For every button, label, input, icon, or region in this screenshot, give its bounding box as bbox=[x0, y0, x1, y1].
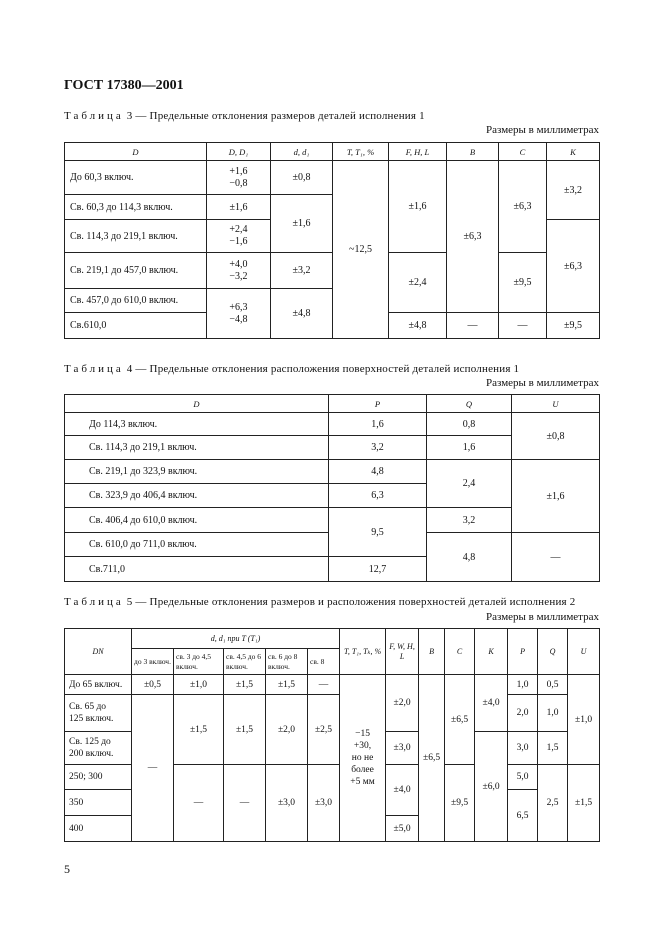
table3-cell-dd1: +4,0 −3,2 bbox=[207, 253, 271, 289]
table3-header-dd1: D, D₁ bbox=[207, 143, 271, 161]
table4-cell-d: Св.711,0 bbox=[65, 557, 329, 582]
document-header: ГОСТ 17380—2001 bbox=[64, 78, 184, 93]
table-row bbox=[65, 161, 600, 195]
table5-cell-q: 2,5 bbox=[538, 765, 568, 842]
table-row bbox=[65, 413, 600, 436]
table4-cell-d: Св. 219,1 до 323,9 включ. bbox=[65, 460, 329, 484]
table5-cell-d5: ±2,5 bbox=[308, 695, 340, 765]
table3-header-k: K bbox=[547, 143, 600, 161]
table3-cell-d: До 60,3 включ. bbox=[65, 161, 207, 195]
table5 bbox=[64, 628, 600, 842]
table4-cell-d: Св. 323,9 до 406,4 включ. bbox=[65, 484, 329, 508]
table3-cell-dd1: +2,4 −1,6 bbox=[207, 220, 271, 253]
table3-header-c: C bbox=[499, 143, 547, 161]
table5-cell-c: ±6,5 bbox=[445, 675, 475, 765]
table5-header-b: B bbox=[419, 629, 445, 675]
table3 bbox=[64, 142, 600, 339]
table4-units: Размеры в миллиметрах bbox=[486, 377, 599, 389]
table4-header-d: D bbox=[65, 395, 329, 413]
table5-cell-k: ±4,0 bbox=[475, 675, 508, 732]
table4-cell-p: 6,3 bbox=[329, 484, 427, 508]
table4-cell-p: 1,6 bbox=[329, 413, 427, 436]
table5-caption-text: 5 — Предельные отклонения размеров и расположения поверхностей деталей исполнения 2 bbox=[126, 596, 576, 608]
table3-cell-k: ±9,5 bbox=[547, 313, 600, 339]
table4-cell-d: Св. 406,4 до 610,0 включ. bbox=[65, 508, 329, 533]
table3-cell-b: — bbox=[447, 313, 499, 339]
table3-cell-dd1: +1,6 −0,8 bbox=[207, 161, 271, 195]
table-row bbox=[65, 675, 600, 695]
table5-subheader-t5: св. 8 bbox=[308, 649, 340, 675]
table5-cell-b: ±6,5 bbox=[419, 675, 445, 842]
table4-cell-p: 3,2 bbox=[329, 436, 427, 460]
table4-caption-prefix: Таблица bbox=[64, 363, 124, 375]
table5-header-row bbox=[65, 629, 600, 649]
table4-cell-u: — bbox=[512, 533, 600, 582]
table5-cell-dn: До 65 включ. bbox=[65, 675, 132, 695]
table4-header-u: U bbox=[512, 395, 600, 413]
table5-header-t: T, T₁, Tₖ, % bbox=[340, 629, 386, 675]
table5-cell-d2: — bbox=[174, 765, 224, 842]
table4-header-p: P bbox=[329, 395, 427, 413]
table4-cell-q: 0,8 bbox=[427, 413, 512, 436]
table4-cell-q: 1,6 bbox=[427, 436, 512, 460]
table3-caption-text: 3 — Предельные отклонения размеров деталей исполнения 1 bbox=[126, 110, 425, 122]
table5-cell-p: 3,0 bbox=[508, 732, 538, 765]
table5-cell-d4: ±2,0 bbox=[266, 695, 308, 765]
table4-caption bbox=[64, 363, 519, 375]
table5-cell-d4: ±1,5 bbox=[266, 675, 308, 695]
table3-cell-d: Св. 60,3 до 114,3 включ. bbox=[65, 195, 207, 220]
table5-cell-d2: ±1,5 bbox=[174, 695, 224, 765]
table4 bbox=[64, 394, 600, 582]
table5-cell-dn: Св. 125 до 200 включ. bbox=[65, 732, 132, 765]
table3-cell-dd1: ±1,6 bbox=[207, 195, 271, 220]
table5-cell-q: 1,5 bbox=[538, 732, 568, 765]
table3-header-d: D bbox=[65, 143, 207, 161]
table3-cell-k: ±6,3 bbox=[547, 220, 600, 313]
table3-cell-d-small: ±1,6 bbox=[271, 195, 333, 253]
table5-cell-q: 0,5 bbox=[538, 675, 568, 695]
table4-cell-p: 4,8 bbox=[329, 460, 427, 484]
table4-caption-text: 4 — Предельные отклонения расположения поверхностей деталей исполнения 1 bbox=[126, 363, 520, 375]
table3-cell-k: ±3,2 bbox=[547, 161, 600, 220]
table4-header-row bbox=[65, 395, 600, 413]
table4-cell-d: Св. 610,0 до 711,0 включ. bbox=[65, 533, 329, 557]
table4-cell-q: 3,2 bbox=[427, 508, 512, 533]
table3-cell-d: Св. 219,1 до 457,0 включ. bbox=[65, 253, 207, 289]
table4-cell-u: ±1,6 bbox=[512, 460, 600, 533]
table5-header-q: Q bbox=[538, 629, 568, 675]
table4-cell-q: 4,8 bbox=[427, 533, 512, 582]
table5-cell-p: 6,5 bbox=[508, 790, 538, 842]
table3-cell-d-small: ±3,2 bbox=[271, 253, 333, 289]
table5-cell-d3: ±1,5 bbox=[224, 695, 266, 765]
table5-header-p: P bbox=[508, 629, 538, 675]
table5-cell-fwl: ±5,0 bbox=[386, 816, 419, 842]
table3-caption bbox=[64, 110, 425, 122]
table5-cell-u: ±1,5 bbox=[568, 765, 600, 842]
table5-cell-d2: ±1,0 bbox=[174, 675, 224, 695]
table5-caption-prefix: Таблица bbox=[64, 596, 124, 608]
table5-header-k: K bbox=[475, 629, 508, 675]
table3-cell-c: ±9,5 bbox=[499, 253, 547, 313]
table3-cell-c: — bbox=[499, 313, 547, 339]
table5-cell-d5: — bbox=[308, 675, 340, 695]
table5-cell-d1: ±0,5 bbox=[132, 675, 174, 695]
table4-header-q: Q bbox=[427, 395, 512, 413]
table-row bbox=[65, 253, 600, 289]
table5-subheader-t4: св. 6 до 8 включ. bbox=[266, 649, 308, 675]
table5-header-u: U bbox=[568, 629, 600, 675]
table3-header-t: T, T₁, % bbox=[333, 143, 389, 161]
table5-units: Размеры в миллиметрах bbox=[486, 611, 599, 623]
table5-header-d-group: d, d₁ при T (T₁) bbox=[132, 629, 340, 649]
table5-cell-fwl: ±4,0 bbox=[386, 765, 419, 816]
table3-cell-d-small: ±4,8 bbox=[271, 289, 333, 339]
table3-header-fhl: F, H, L bbox=[389, 143, 447, 161]
page-number: 5 bbox=[64, 862, 70, 876]
table5-cell-p: 5,0 bbox=[508, 765, 538, 790]
table4-cell-d: До 114,3 включ. bbox=[65, 413, 329, 436]
table5-cell-d4: ±3,0 bbox=[266, 765, 308, 842]
table3-units: Размеры в миллиметрах bbox=[486, 124, 599, 136]
table5-subheader-t1: до 3 включ. bbox=[132, 649, 174, 675]
table5-cell-u: ±1,0 bbox=[568, 675, 600, 765]
table4-cell-q: 2,4 bbox=[427, 460, 512, 508]
table3-header-d-small: d, d₁ bbox=[271, 143, 333, 161]
table5-header-dn: DN bbox=[65, 629, 132, 675]
table3-cell-d-small: ±0,8 bbox=[271, 161, 333, 195]
table3-cell-fhl: ±4,8 bbox=[389, 313, 447, 339]
table5-cell-p: 2,0 bbox=[508, 695, 538, 732]
table5-cell-dn: 350 bbox=[65, 790, 132, 816]
table5-cell-dn: Св. 65 до 125 включ. bbox=[65, 695, 132, 732]
table5-cell-c: ±9,5 bbox=[445, 765, 475, 842]
table5-cell-k: ±6,0 bbox=[475, 732, 508, 842]
table4-cell-p: 12,7 bbox=[329, 557, 427, 582]
table3-header-row bbox=[65, 143, 600, 161]
table3-cell-fhl: ±2,4 bbox=[389, 253, 447, 313]
table5-subheader-t2: св. 3 до 4,5 включ. bbox=[174, 649, 224, 675]
table4-cell-d: Св. 114,3 до 219,1 включ. bbox=[65, 436, 329, 460]
table5-cell-fwl: ±2,0 bbox=[386, 675, 419, 732]
table3-cell-dd1: +6,3 −4,8 bbox=[207, 289, 271, 339]
table3-caption-prefix: Таблица bbox=[64, 110, 124, 122]
table5-cell-dn: 400 bbox=[65, 816, 132, 842]
table4-cell-p: 9,5 bbox=[329, 508, 427, 557]
table3-cell-b: ±6,3 bbox=[447, 161, 499, 313]
table3-cell-fhl: ±1,6 bbox=[389, 161, 447, 253]
table3-cell-c: ±6,3 bbox=[499, 161, 547, 253]
table-row bbox=[65, 695, 600, 732]
table3-cell-d: Св.610,0 bbox=[65, 313, 207, 339]
table3-header-b: B bbox=[447, 143, 499, 161]
table5-cell-d3: ±1,5 bbox=[224, 675, 266, 695]
table5-cell-p: 1,0 bbox=[508, 675, 538, 695]
table3-cell-d: Св. 114,3 до 219,1 включ. bbox=[65, 220, 207, 253]
table3-cell-d: Св. 457,0 до 610,0 включ. bbox=[65, 289, 207, 313]
table5-header-fwl: F, W, H, L bbox=[386, 629, 419, 675]
table3-cell-t: ~12,5 bbox=[333, 161, 389, 339]
table5-cell-dn: 250; 300 bbox=[65, 765, 132, 790]
table5-cell-d3: — bbox=[224, 765, 266, 842]
table5-cell-t: −15 +30, но не более +5 мм bbox=[340, 675, 386, 842]
table5-cell-fwl: ±3,0 bbox=[386, 732, 419, 765]
table5-cell-d5: ±3,0 bbox=[308, 765, 340, 842]
table-row bbox=[65, 460, 600, 484]
table5-cell-d1: — bbox=[132, 695, 174, 842]
table4-cell-u: ±0,8 bbox=[512, 413, 600, 460]
table5-subheader-t3: св. 4,5 до 6 включ. bbox=[224, 649, 266, 675]
table5-caption bbox=[64, 596, 575, 608]
table5-cell-q: 1,0 bbox=[538, 695, 568, 732]
table5-header-c: C bbox=[445, 629, 475, 675]
